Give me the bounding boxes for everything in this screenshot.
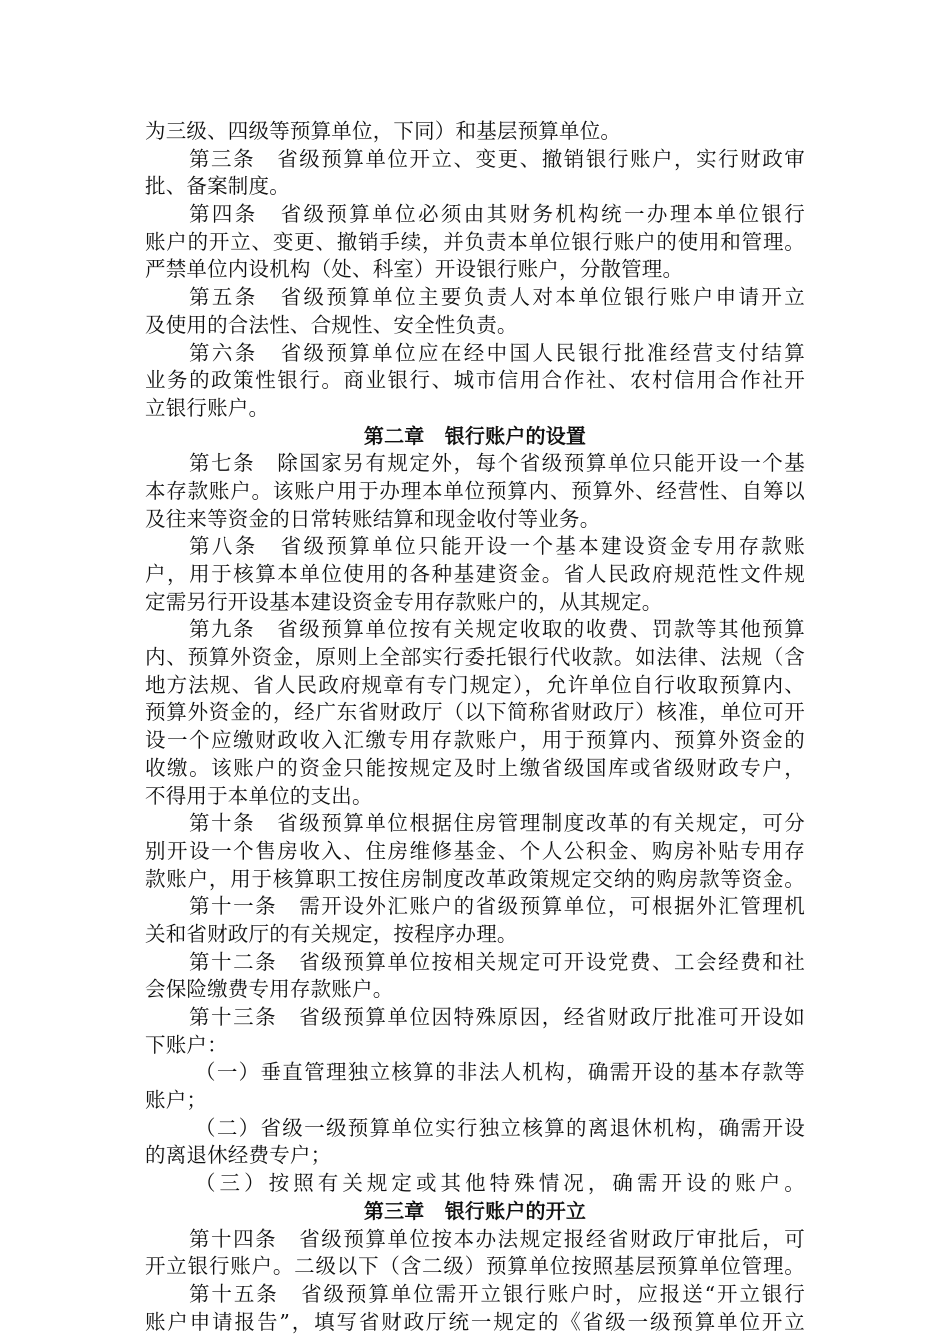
text-line: 批、备案制度。 — [145, 174, 290, 199]
text-line: 下账户： — [145, 1032, 228, 1057]
text-line: （三）按照有关规定或其他特殊情况，确需开设的账户。 — [195, 1171, 805, 1196]
text-line: 第十四条 省级预算单位按本办法规定报经省财政厅审批后，可 — [189, 1226, 805, 1251]
text-line: 账户； — [145, 1088, 208, 1113]
text-line: （二）省级一级预算单位实行独立核算的离退休机构，确需开设 — [195, 1115, 805, 1140]
text-line: 会保险缴费专用存款账户。 — [145, 977, 394, 1002]
text-line: 地方法规、省人民政府规章有专门规定），允许单位自行收取预算内、 — [145, 672, 805, 697]
text-line: 第八条 省级预算单位只能开设一个基本建设资金专用存款账 — [189, 534, 805, 559]
text-line: 的离退休经费专户； — [145, 1143, 332, 1168]
text-line: 严禁单位内设机构（处、科室）开设银行账户，分散管理。 — [145, 257, 684, 282]
text-line: 款账户，用于核算职工按住房制度改革政策规定交纳的购房款等资金。 — [145, 866, 805, 891]
text-line: 内、预算外资金，原则上全部实行委托银行代收款。如法律、法规（含 — [145, 645, 805, 670]
text-line: 本存款账户。该账户用于办理本单位预算内、预算外、经营性、自筹以 — [145, 478, 805, 503]
text-line: （一）垂直管理独立核算的非法人机构，确需开设的基本存款等 — [195, 1060, 805, 1085]
text-line: 业务的政策性银行。商业银行、城市信用合作社、农村信用合作社开 — [145, 368, 805, 393]
text-line: 收缴。该账户的资金只能按规定及时上缴省级国库或省级财政专户， — [145, 755, 805, 780]
chapter-heading: 第二章 银行账户的设置 — [363, 423, 587, 448]
text-line: 开立银行账户。二级以下（含二级）预算单位按照基层预算单位管理。 — [145, 1254, 805, 1279]
text-line: 预算外资金的，经广东省财政厅（以下简称省财政厅）核准，单位可开 — [145, 700, 805, 725]
text-line: 账户的开立、变更、撤销手续，并负责本单位银行账户的使用和管理。 — [145, 229, 805, 254]
text-line: 第十二条 省级预算单位按相关规定可开设党费、工会经费和社 — [189, 949, 805, 974]
text-line: 第五条 省级预算单位主要负责人对本单位银行账户申请开立 — [189, 285, 805, 310]
text-line: 第十条 省级预算单位根据住房管理制度改革的有关规定，可分 — [189, 811, 805, 836]
text-line: 第七条 除国家另有规定外，每个省级预算单位只能开设一个基 — [189, 451, 805, 476]
text-line: 关和省财政厅的有关规定，按程序办理。 — [145, 921, 518, 946]
text-line: 不得用于本单位的支出。 — [145, 783, 373, 808]
chapter-heading: 第三章 银行账户的开立 — [363, 1198, 587, 1223]
text-line: 第三条 省级预算单位开立、变更、撤销银行账户，实行财政审 — [189, 146, 805, 171]
text-line: 及往来等资金的日常转账结算和现金收付等业务。 — [145, 506, 601, 531]
text-line: 第十一条 需开设外汇账户的省级预算单位，可根据外汇管理机 — [189, 894, 805, 919]
text-line: 账户申请报告”，填写省财政厅统一规定的《省级一级预算单位开立 — [145, 1309, 805, 1334]
text-line: 定需另行开设基本建设资金专用存款账户的，从其规定。 — [145, 589, 663, 614]
text-line: 第十三条 省级预算单位因特殊原因，经省财政厅批准可开设如 — [189, 1005, 805, 1029]
text-line: 第九条 省级预算单位按有关规定收取的收费、罚款等其他预算 — [189, 617, 805, 642]
text-line: 立银行账户。 — [145, 395, 270, 420]
text-line: 及使用的合法性、合规性、安全性负责。 — [145, 312, 518, 337]
text-line: 设一个应缴财政收入汇缴专用存款账户，用于预算内、预算外资金的 — [145, 728, 805, 753]
text-line: 户，用于核算本单位使用的各种基建资金。省人民政府规范性文件规 — [145, 562, 805, 586]
text-line: 为三级、四级等预算单位，下同）和基层预算单位。 — [145, 119, 622, 143]
document-page — [145, 118, 805, 1336]
text-line: 第十五条 省级预算单位需开立银行账户时，应报送“开立银行 — [189, 1281, 805, 1306]
text-line: 第六条 省级预算单位应在经中国人民银行批准经营支付结算 — [189, 340, 805, 365]
text-line: 别开设一个售房收入、住房维修基金、个人公积金、购房补贴专用存 — [145, 838, 805, 863]
text-line: 第四条 省级预算单位必须由其财务机构统一办理本单位银行 — [189, 202, 805, 227]
